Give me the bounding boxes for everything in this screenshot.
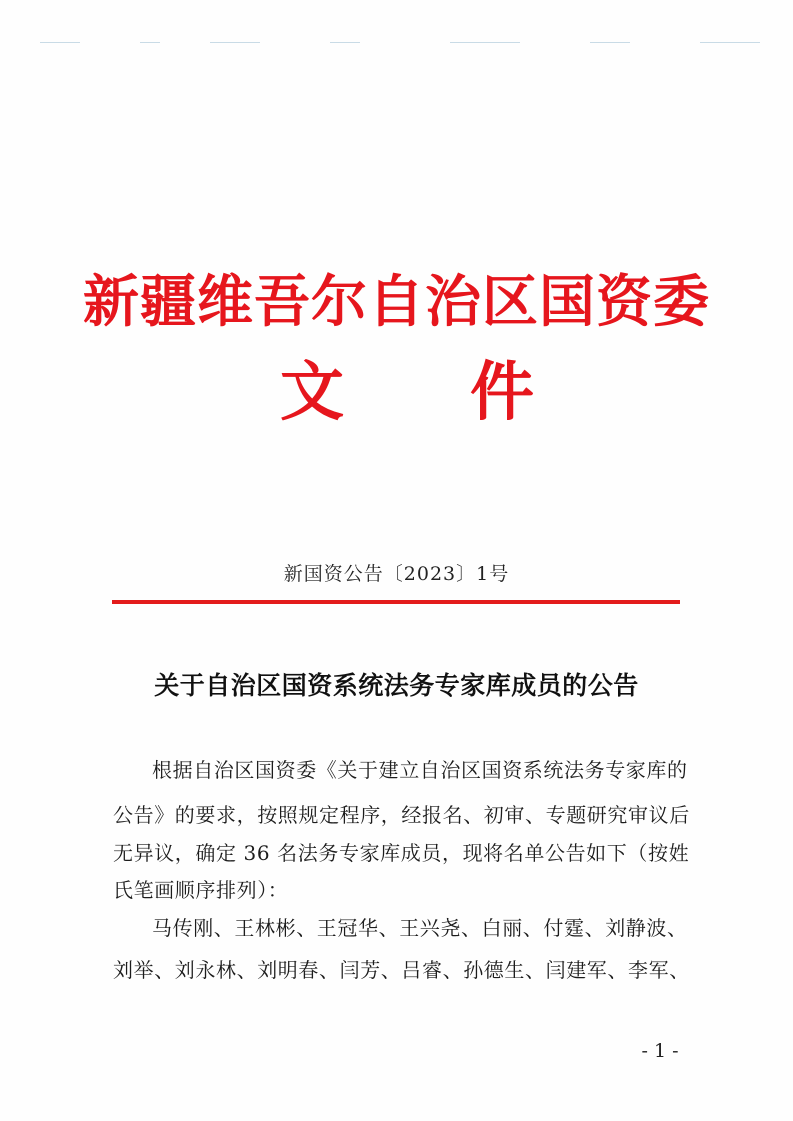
body-line-6: 刘举、刘永林、刘明春、闫芳、吕睿、孙德生、闫建军、李军、: [113, 958, 690, 982]
body-line-1: 根据自治区国资委《关于建立自治区国资系统法务专家库的: [152, 758, 688, 782]
document-kind-char-1: 文: [280, 355, 344, 430]
body-line-3: 无异议，确定 36 名法务专家库成员，现将名单公告如下（按姓: [113, 841, 690, 865]
document-title: 关于自治区国资系统法务专家库成员的公告: [154, 671, 639, 700]
page-number: - 1 -: [641, 1040, 679, 1062]
body-line-4: 氏笔画顺序排列）：: [113, 878, 289, 902]
body-line-2: 公告》的要求，按照规定程序，经报名、初审、专题研究审议后: [113, 803, 690, 827]
body-line-5: 马传刚、王林彬、王冠华、王兴尧、白丽、付霆、刘静波、: [152, 916, 688, 940]
document-kind-header: [230, 353, 570, 433]
document-number: 新国资公告〔2023〕1号: [283, 563, 510, 585]
issuer-header: 新疆维吾尔自治区国资委: [83, 269, 710, 335]
document-kind-char-2: 件: [470, 355, 534, 430]
scan-marks: [30, 42, 790, 44]
red-divider: [112, 600, 680, 604]
